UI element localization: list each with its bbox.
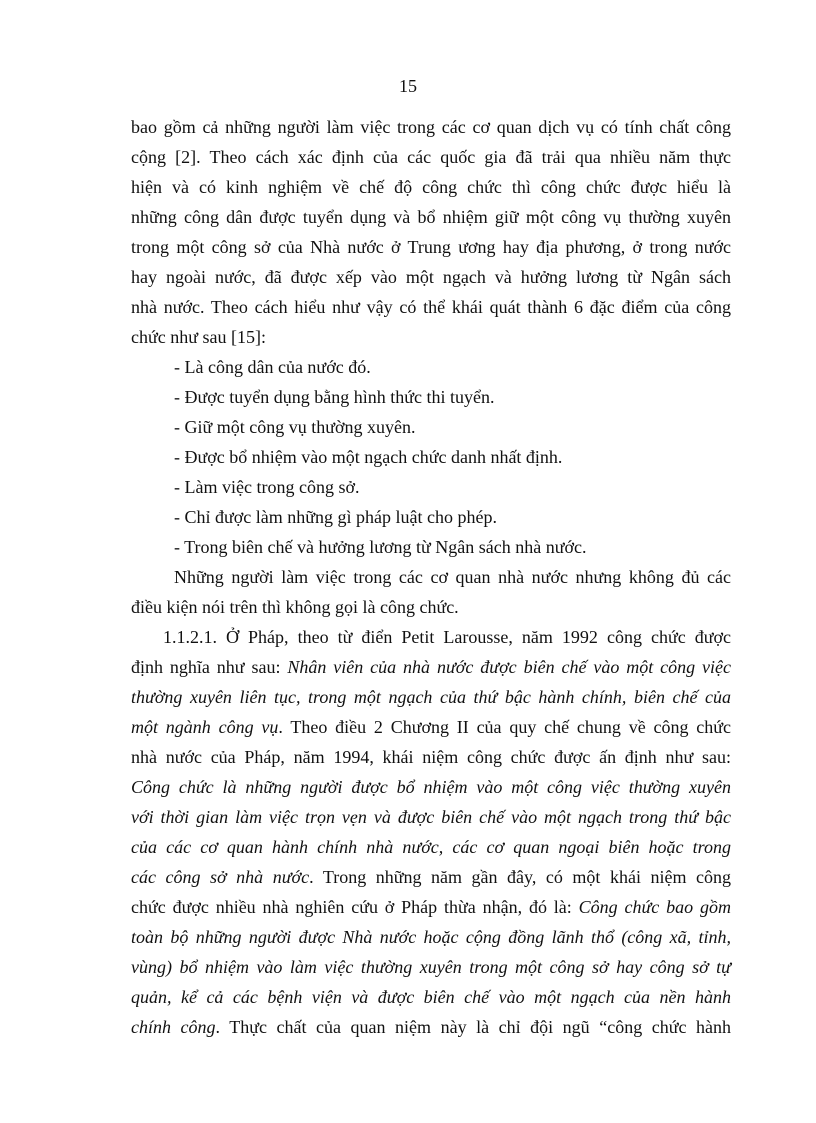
text-segment: . Trong những năm gần đây, có một khái niệm công [309, 867, 731, 887]
text-line [131, 982, 731, 1012]
italic-quote: chính công [131, 1017, 216, 1037]
italic-quote: với thời gian làm việc trọn vẹn và được biên chế vào một ngạch trong thứ bậc [131, 807, 731, 827]
list-item: - Là công dân của nước đó. [174, 357, 371, 377]
text-line: hay ngoài nước, đã được xếp vào một ngạch và hưởng lương từ Ngân sách [131, 267, 731, 287]
italic-quote: Công chức là những người được bổ nhiệm vào một công việc thường xuyên [131, 777, 731, 797]
text-line: nhà nước của Pháp, năm 1994, khái niệm công chức được ấn định như sau: [131, 747, 731, 767]
text-line: 1.1.2.1. Ở Pháp, theo từ điển Petit Larousse, năm 1992 công chức được [163, 627, 731, 647]
text-segment: . Thực chất của quan niệm này là chỉ đội ngũ “công chức hành [215, 1017, 731, 1037]
text-segment: định nghĩa như sau: [131, 657, 288, 677]
text-line [131, 712, 731, 742]
italic-quote: của các cơ quan hành chính nhà nước, các cơ quan ngoại biên hoặc trong [131, 837, 731, 857]
page-number: 15 [399, 76, 417, 96]
list-item: - Trong biên chế và hưởng lương từ Ngân sách nhà nước. [174, 537, 587, 557]
text-line [131, 832, 731, 862]
text-line [131, 952, 731, 982]
italic-quote: Nhân viên của nhà nước được biên chế vào một công việc [287, 657, 731, 677]
text-line [131, 802, 731, 832]
italic-quote: thường xuyên liên tục, trong một ngạch của thứ bậc hành chính, biên chế của [131, 687, 731, 707]
paragraph-civil-servant-definition [131, 112, 731, 352]
text-line [131, 862, 731, 892]
text-line: hiện và có kinh nghiệm về chế độ công chức thì công chức được hiểu là [131, 177, 731, 197]
text-line [131, 682, 731, 712]
text-line [131, 1012, 731, 1042]
text-segment: chức được nhiều nhà nghiên cứu ở Pháp thừa nhận, đó là: [131, 897, 579, 917]
text-line [131, 892, 731, 922]
text-line: cộng [2]. Theo cách xác định của các quốc gia đã trải qua nhiều năm thực [131, 147, 731, 167]
paragraph-non-civil-servant [131, 562, 731, 622]
italic-quote: quản, kể cả các bệnh viện và được biên chế vào một ngạch của nền hành [131, 987, 731, 1007]
list-item: - Giữ một công vụ thường xuyên. [174, 417, 416, 437]
list-item: - Chỉ được làm những gì pháp luật cho phép. [174, 507, 497, 527]
italic-quote: các công sở nhà nước [131, 867, 310, 887]
characteristics-list [131, 352, 731, 562]
text-line: những công dân được tuyển dụng và bổ nhiệm giữ một công vụ thường xuyên [131, 207, 731, 227]
text-line [131, 772, 731, 802]
text-line: chức như sau [15]: [131, 327, 266, 347]
paragraph-france-definition [131, 622, 731, 1042]
text-line [131, 922, 731, 952]
italic-quote: toàn bộ những người được Nhà nước hoặc cộng đồng lãnh thổ (công xã, tỉnh, [131, 927, 731, 947]
list-item: - Được bổ nhiệm vào một ngạch chức danh nhất định. [174, 447, 563, 467]
text-line: trong một công sở của Nhà nước ở Trung ương hay địa phương, ở trong nước [131, 237, 731, 257]
text-line: bao gồm cả những người làm việc trong các cơ quan dịch vụ có tính chất công [131, 117, 731, 137]
text-line: điều kiện nói trên thì không gọi là công chức. [131, 597, 459, 617]
text-segment: . Theo điều 2 Chương II của quy chế chung về công chức [278, 717, 732, 737]
list-item: - Làm việc trong công sở. [174, 477, 360, 497]
text-line [131, 652, 731, 682]
list-item: - Được tuyển dụng bằng hình thức thi tuyển. [174, 387, 495, 407]
italic-quote: một ngành công vụ [131, 717, 279, 737]
document-body [131, 112, 731, 1042]
text-line: nhà nước. Theo cách hiểu như vậy có thể khái quát thành 6 đặc điểm của công [131, 297, 731, 317]
italic-quote: vùng) bổ nhiệm vào làm việc thường xuyên trong một công sở hay công sở tự [131, 957, 731, 977]
italic-quote: Công chức bao gồm [578, 897, 731, 917]
text-line: Những người làm việc trong các cơ quan nhà nước nhưng không đủ các [174, 567, 731, 587]
